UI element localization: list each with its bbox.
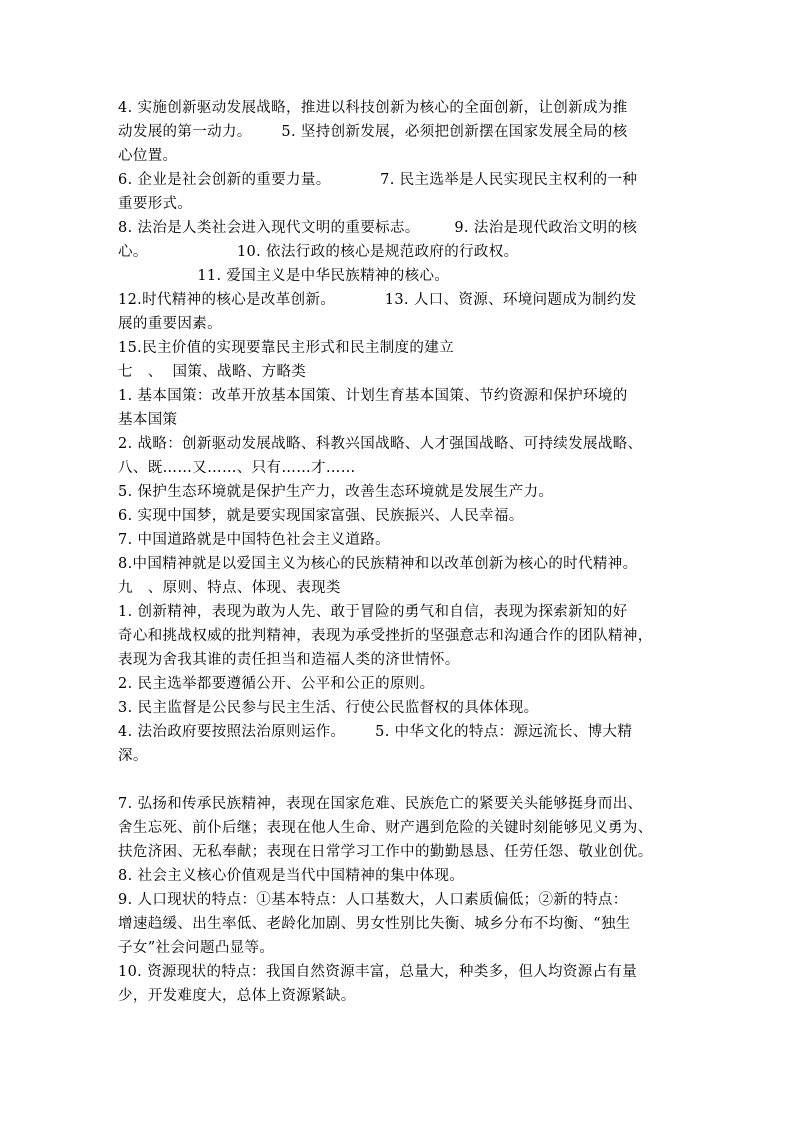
text-line: 增速趋缓、出生率低、老龄化加剧、男女性别比失衡、城乡分布不均衡、“独生 [118, 916, 631, 932]
text-line: 4. 法治政府要按照法治原则运作。 5. 中华文化的特点：源远流长、博大精 [118, 724, 633, 740]
text-line: 1. 创新精神，表现为敢为人先、敢于冒险的勇气和自信，表现为探索新知的好 [118, 604, 628, 620]
text-line: 八、既……又……、只有……才…… [118, 460, 356, 476]
text-line: 6. 实现中国梦，就是要实现国家富强、民族振兴、人民幸福。 [118, 508, 524, 524]
text-line: 重要形式。 [118, 196, 193, 212]
text-line: 展的重要因素。 [118, 316, 222, 332]
text-line: 8.中国精神就是以爱国主义为核心的民族精神和以改革创新为核心的时代精神。 [118, 556, 638, 572]
text-line: 8. 社会主义核心价值观是当代中国精神的集中体现。 [118, 868, 465, 884]
text-line: 奇心和挑战权威的批判精神，表现为承受挫折的坚强意志和沟通合作的团队精神， [118, 628, 653, 644]
text-line: 心位置。 [118, 148, 178, 164]
text-line: 9. 人口现状的特点：①基本特点：人口基数大，人口素质偏低；②新的特点： [118, 892, 628, 908]
text-line: 5. 保护生态环境就是保护生产力，改善生态环境就是发展生产力。 [118, 484, 554, 500]
section-heading: 七 、 国策、战略、方略类 [118, 364, 307, 380]
section-heading: 九 、原则、特点、体现、表现类 [118, 580, 341, 596]
text-line: 子女”社会问题凸显等。 [118, 940, 275, 956]
document-body [118, 96, 680, 1008]
text-line: 4. 实施创新驱动发展战略，推进以科技创新为核心的全面创新，让创新成为推 [118, 100, 628, 116]
text-line: 3. 民主监督是公民参与民主生活、行使公民监督权的具体体现。 [118, 700, 539, 716]
text-line: 2. 战略：创新驱动发展战略、科教兴国战略、人才强国战略、可持续发展战略、 [118, 436, 643, 452]
text-line: 12.时代精神的核心是改革创新。 13. 人口、资源、环境问题成为制约发 [118, 292, 637, 308]
text-line: 2. 民主选举都要遵循公开、公平和公正的原则。 [118, 676, 435, 692]
text-line: 10. 资源现状的特点：我国自然资源丰富，总量大，种类多，但人均资源占有量 [118, 964, 638, 980]
text-line: 6. 企业是社会创新的重要力量。 7. 民主选举是人民实现民主权利的一种 [118, 172, 638, 188]
text-line: 深。 [118, 748, 148, 764]
text-line: 8. 法治是人类社会进入现代文明的重要标志。 9. 法治是现代政治文明的核 [118, 220, 638, 236]
text-line: 舍生忘死、前仆后继；表现在他人生命、财产遇到危险的关键时刻能够见义勇为、 [118, 820, 653, 836]
text-line: 动发展的第一动力。 5. 坚持创新发展，必须把创新摆在国家发展全局的核 [118, 124, 628, 140]
blank-line [118, 768, 680, 792]
text-line: 7. 弘扬和传承民族精神，表现在国家危难、民族危亡的紧要关头能够挺身而出、 [118, 796, 643, 812]
text-line: 7. 中国道路就是中国特色社会主义道路。 [118, 532, 390, 548]
text-line: 15.民主价值的实现要靠民主形式和民主制度的建立 [118, 340, 454, 356]
text-line: 心。 10. 依法行政的核心是规范政府的行政权。 [118, 244, 519, 260]
text-line: 扶危济困、无私奉献；表现在日常学习工作中的勤勤恳恳、任劳任怨、敬业创优。 [118, 844, 653, 860]
text-line: 表现为舍我其谁的责任担当和造福人类的济世情怀。 [118, 652, 460, 668]
text-line: 1. 基本国策：改革开放基本国策、计划生育基本国策、节约资源和保护环境的 [118, 388, 628, 404]
text-line: 11. 爱国主义是中华民族精神的核心。 [118, 268, 450, 284]
text-line: 基本国策 [118, 412, 178, 428]
text-line: 少，开发难度大，总体上资源紧缺。 [118, 988, 356, 1004]
